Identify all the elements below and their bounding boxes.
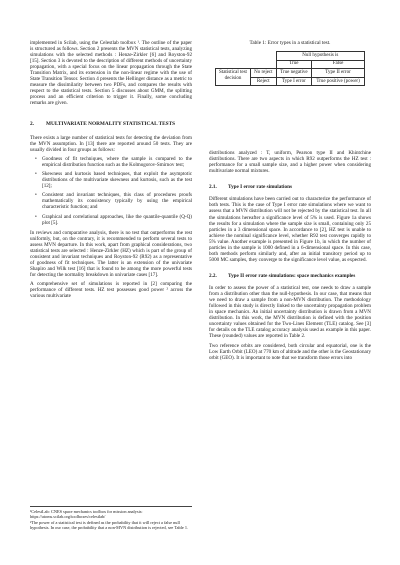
row-label-reject: Reject: [251, 77, 277, 86]
paragraph-after-table: distributions analyzed : T, uniform, Pearson type II and Khintchine distributions. There are two aspects in which R92 outperforms the HZ test : performance for a small sample size, and a higher power when considering multivariate normal mixtures.: [209, 150, 371, 175]
section-2-paragraph-1: There exists a large number of statistical tests for detecting the deviation from the MVN assumption. In [13] there are reported around 50 tests. They are usually divided in four groups as follows:: [30, 134, 192, 153]
error-types-table: [215, 51, 365, 86]
section-title: MULTIVARIATE NORMALITY STATISTICAL TESTS: [46, 120, 176, 127]
subsection-2-2-paragraph-2: Two reference orbits are considered, both circular and equatorial, one is the Low Earth Orbit (LEO) at 770 km of altitude and the other is the Geostationary orbit (GEO). It is important to note that we transform those errors into: [209, 342, 371, 361]
subsection-number: 2.2.: [209, 272, 217, 279]
footnotes: [30, 506, 192, 531]
list-item: • Graphical and correlational approaches, like the quantile-quantile (Q-Q) plot [5].: [42, 214, 192, 226]
table-cell: Type II error: [312, 69, 365, 78]
footnote: ¹CelestLab: CNES space mechanics toolbox for mission analysis: https://atoms.scilab.org/toolboxes/celestlab/: [30, 509, 143, 520]
row-header-decision: Statistical test decision: [216, 69, 251, 86]
subsection-2-1-heading: [209, 184, 371, 190]
list-item: • Skewness and kurtosis based techniques, that exploit the asymptotic distributions of the multivariate skewness and kurtosis, such as the test [12];: [42, 171, 192, 189]
subsection-2-2-paragraph-1: In order to assess the power of a statistical test, one needs to draw a sample from a distribution other than the null-hypothesis. In our case, that means that we need to draw a sample from a non-MVN distribution. The methodology followed in this study is directly linked to the uncertainty propagation problem in space mechanics. An initial uncertainty distribution is drawn from a MVN distribution. In this work, the MVN distribution is defined with the position uncertainty values obtained for the Two-Lines Element (TLE) catalog. See [3] for details on the TLE catalog accuracy analysis used as example in this paper. These (rounded) values are reported in Table 2.: [209, 285, 371, 340]
footnote: ²The power of a statistical test is defined as the probability that it will reject a false null hypothesis. In our case, the probability that a non-MVN distribution is rejected, see Table 1.: [30, 520, 189, 531]
table-empty-cell: [251, 60, 277, 69]
table-empty-cell: [251, 52, 277, 61]
subsection-number: 2.1.: [209, 184, 217, 191]
subsection-2-1-paragraph: Different simulations have been carried out to characterize the performance of both tests. This is the case of Type I error rate simulations where we want to assess that a MVN distribution will not be rejected by the statistical test. In all the simulations hereafter a significance level of 5% is used. Figure 1a shows the results for a simulation where the sample size is small, containing only 25 particles in a 3 dimensional space. In accordance to [2], HZ test is unable to achieve the nominal significance level, whether R92 test converges rapidly to 5% value. Another example is presented in Figure 1b, in which the number of particles in the sample is 1000 defined in a 6-dimensional space. In this case, both methods perform similarly and, after an initial transitory period up to 5000 MC samples, they converge to the significance level value, as expected.: [209, 196, 371, 263]
test-groups-list: [30, 156, 192, 225]
table-empty-cell: [216, 52, 251, 61]
table-cell: True positive (power): [312, 77, 365, 86]
table-cell: Type I error: [276, 77, 311, 86]
section-2-paragraph-3: A comprehensive set of simulations is reported in [2] comparing the performance of different tests. HZ test possesses good power ² across the various multivariate: [30, 281, 192, 300]
right-column: [209, 40, 371, 364]
table-empty-cell: [216, 60, 251, 69]
section-2-heading: [30, 121, 192, 127]
left-column: [30, 40, 192, 303]
section-2-paragraph-2: In reviews and comparative analysis, there is no test that outperforms the rest uniformly, but, on the contrary, it is recommended to perform several tests to assess MVN departure. In this work, apart from graphical considerations, two statistical tests are selected : Henze-Zirkler (HZ) which is part of the group of consistent and invariant techniques and Royston-92 (R92) as a representative of goodness of fit techniques. The latter is an extension of the univariate Shapiro and Wilk test [16] that is found to be among the more powerful tests for detecting the normality breakdown in univariate cases [17].: [30, 229, 192, 278]
intro-paragraph: implemented in Scilab, using the Celestlab toolbox ¹. The outline of the paper is structured as follows. Section 2 presents the MVN statistical tests, analyzing simulations with the selected methods : Henze-Zirkler [6] and Royston-92 [15]. Section 3 is devoted to the description of different methods of uncertainty propagation, with a special focus on the linear propagation through the State Transition Matrix, and its extension in the non-linear regime with the use of State Transition Tensor. Section 4 presents the Hellinger distance as a metric to measure the dissimilarity between two PDFs, and compares the results with respect to the statistical tests. Section 5 discusses about GMM, the splitting process and an efficient criterion to trigger it. Finally, some concluding remarks are given.: [30, 40, 192, 107]
row-label-no-reject: No reject: [251, 69, 277, 78]
list-item: • Consistent and invariant techniques, this class of procedures proofs mathematically its consistency typically by using the empirical characteristic function; and: [42, 192, 192, 210]
subsection-title: Type II error rate simulations: space mechanics examples: [228, 272, 356, 279]
subsection-2-2-heading: [209, 273, 371, 279]
table-cell: True negative: [276, 69, 311, 78]
table-caption: Table 1: Error types in a statistical test.: [249, 40, 331, 46]
table-1-block: [209, 40, 371, 150]
section-number: 2.: [30, 120, 34, 127]
null-hypothesis-header: Null hypothesis is: [276, 52, 364, 61]
col-header-true: True: [276, 60, 311, 69]
subsection-title: Type I error rate simulations: [228, 184, 292, 191]
col-header-false: False: [312, 60, 365, 69]
list-item: • Goodness of fit techniques, where the sample is compared to the empirical distribution function such as the Kolmogorov-Smirnov test;: [42, 156, 192, 168]
